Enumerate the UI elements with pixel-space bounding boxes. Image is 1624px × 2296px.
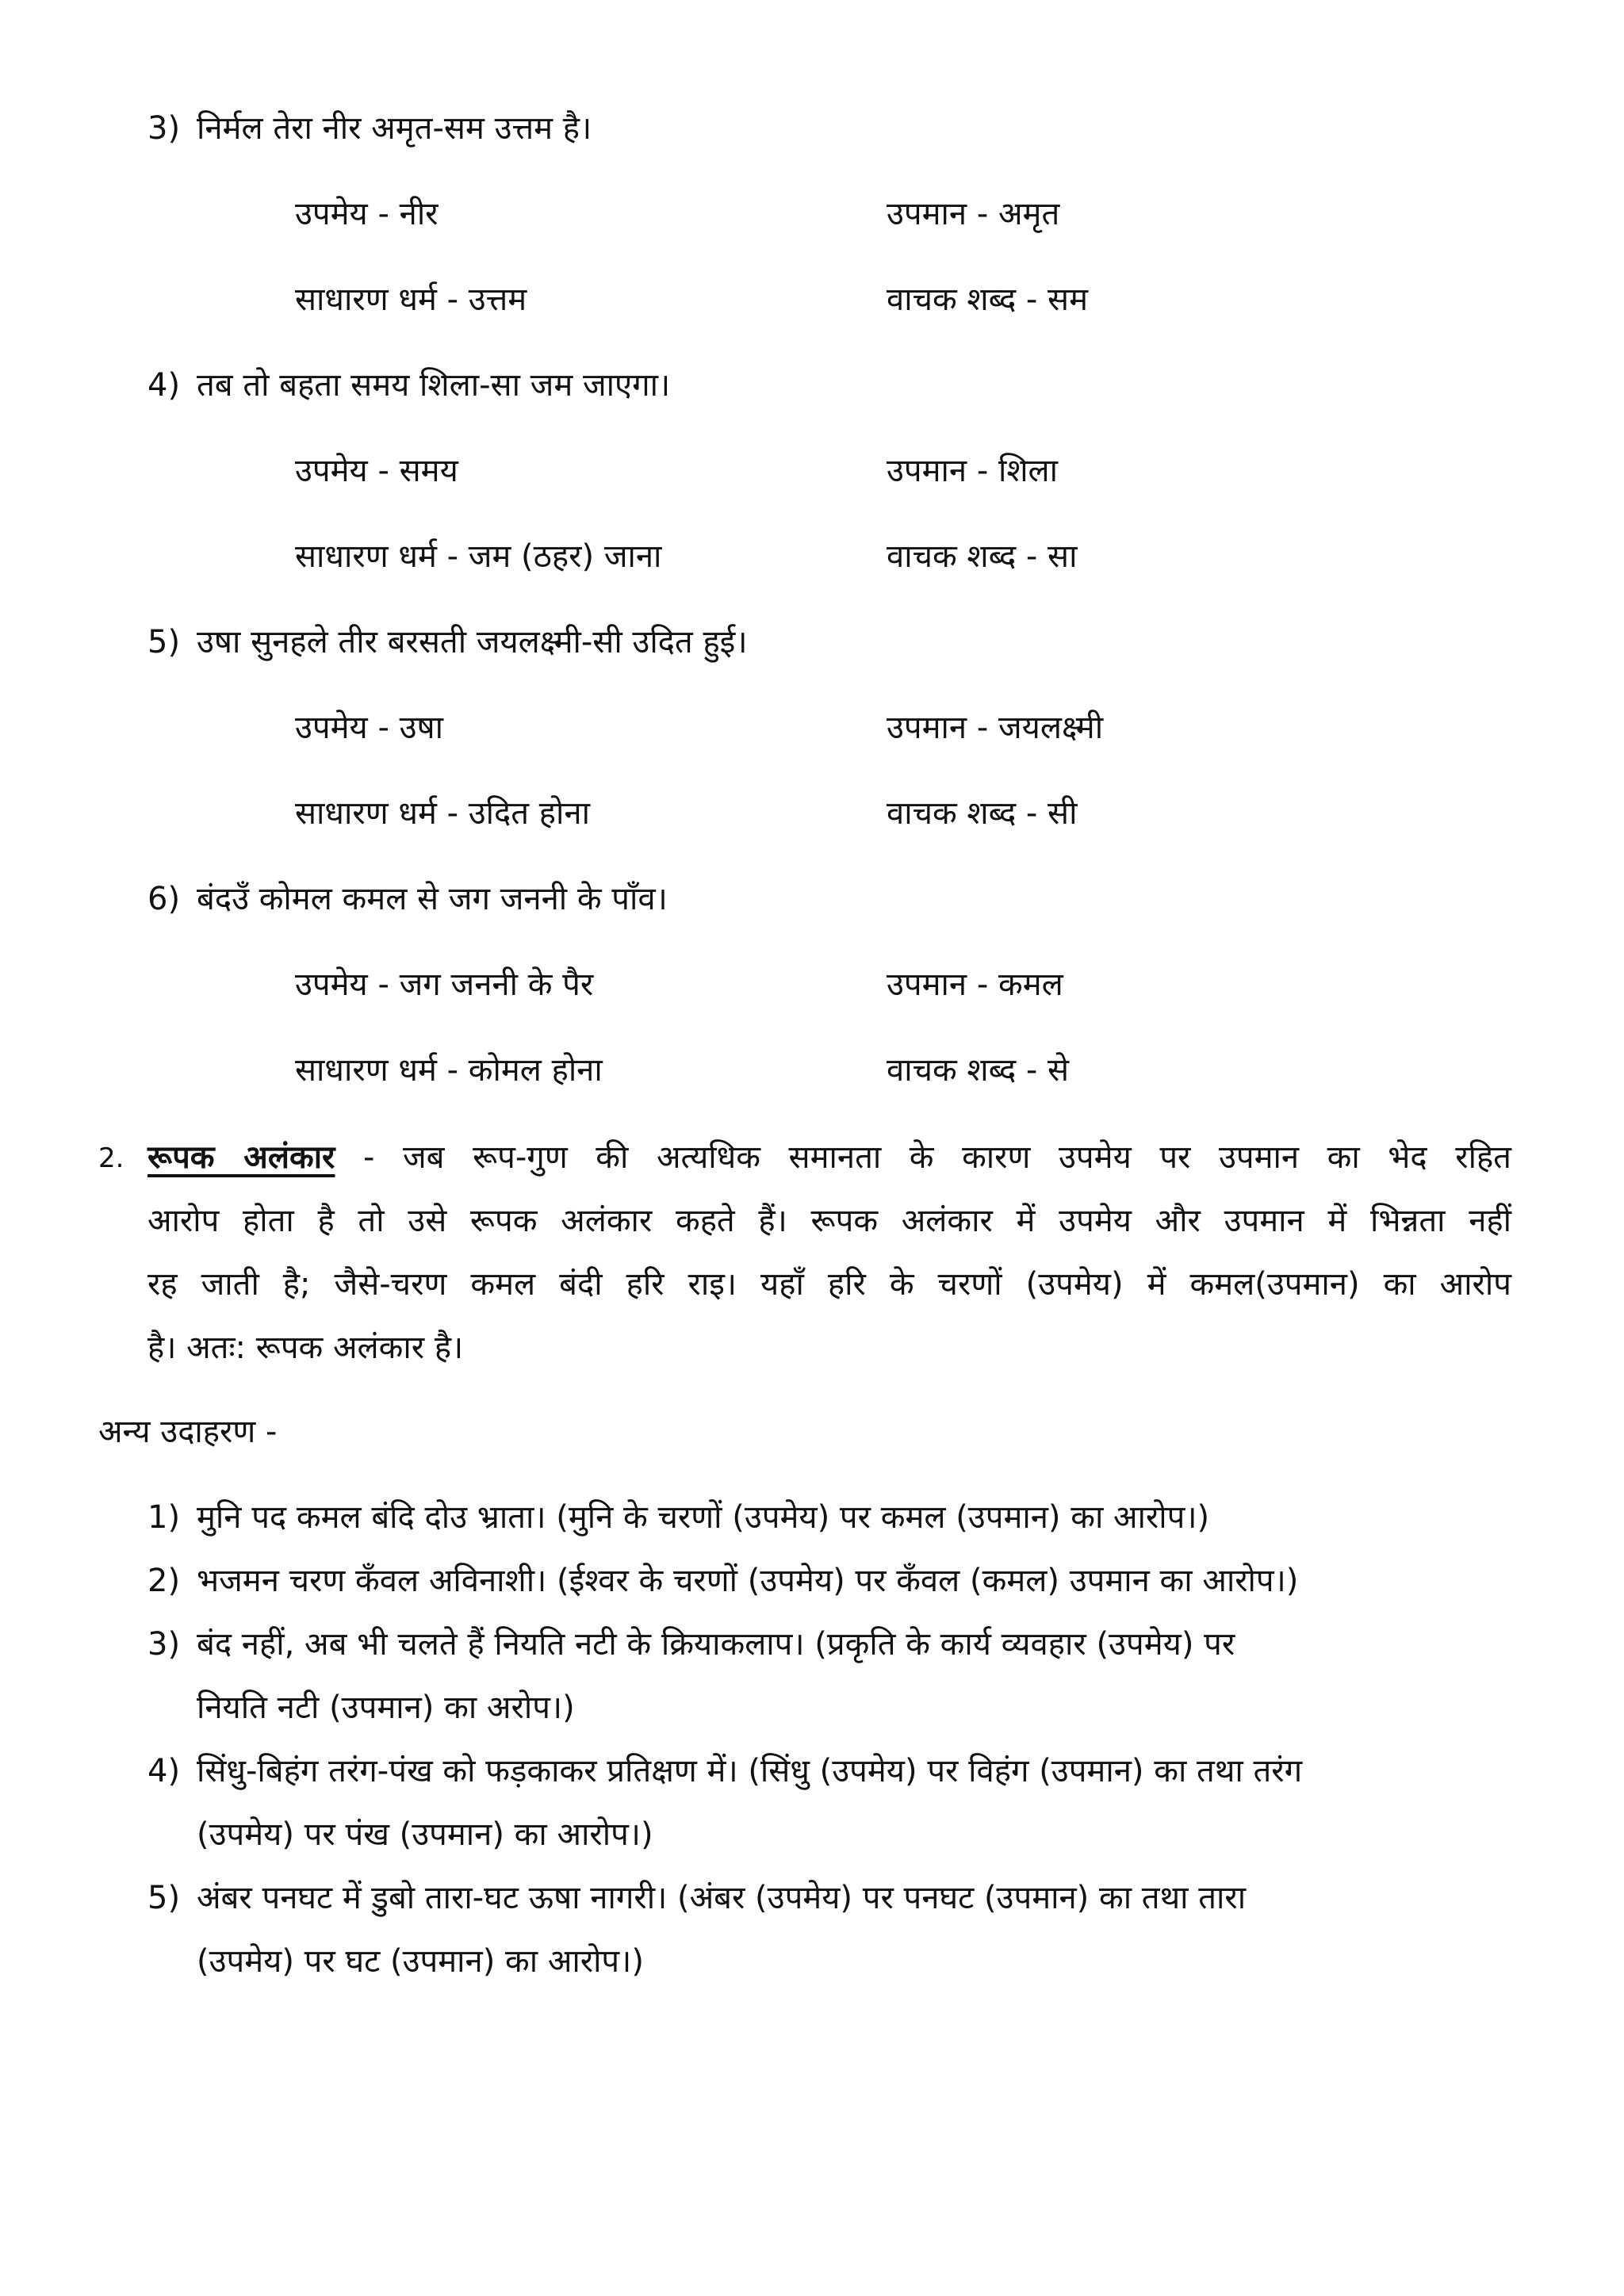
other-examples-heading: अन्य उदाहरण -	[98, 1414, 278, 1450]
example-text: तब तो बहता समय शिला-सा जम जाएगा।	[197, 367, 671, 404]
upamaan-label: उपमान - कमल	[887, 966, 1063, 1003]
section-definition-text: - जब रूप-गुण की अत्यधिक समानता के कारण उपमेय पर उपमान का भेद रहित	[335, 1139, 1511, 1176]
list-item-number: 2)	[147, 1563, 181, 1599]
list-item-text: अंबर पनघट में डुबो तारा-घट ऊषा नागरी। (अंबर (उपमेय) पर पनघट (उपमान) का तथा तारा	[197, 1880, 1247, 1916]
example-sentence	[147, 883, 668, 915]
list-item	[147, 1626, 1235, 1663]
vachak-shabd-label: वाचक शब्द - सम	[887, 281, 1089, 318]
example-text: बंदउँ कोमल कमल से जग जननी के पाँव।	[197, 881, 668, 917]
list-item-continuation: (उपमेय) पर पंख (उपमान) का आरोप।)	[197, 1816, 653, 1853]
upamaan-label: उपमान - शिला	[887, 453, 1059, 489]
sadharan-dharma-label: साधारण धर्म - उत्तम	[295, 281, 527, 318]
example-sentence	[147, 367, 671, 404]
list-item-number: 3)	[147, 1626, 181, 1663]
example-text: उषा सुनहले तीर बरसती जयलक्ष्मी-सी उदित हुई।	[197, 624, 748, 660]
upameya-label: उपमेय - जग जननी के पैर	[295, 966, 594, 1003]
vachak-shabd-label: वाचक शब्द - से	[887, 1052, 1070, 1089]
list-item	[147, 1755, 1302, 1787]
upamaan-label: उपमान - जयलक्ष्मी	[887, 710, 1104, 746]
list-item-number: 5)	[147, 1880, 181, 1916]
example-number: 4)	[147, 367, 181, 404]
section-paragraph-line: है। अतः: रूपक अलंकार है।	[147, 1330, 464, 1366]
section-number: 2.	[98, 1142, 124, 1174]
upamaan-label: उपमान - अमृत	[887, 196, 1060, 232]
list-item	[147, 1882, 1246, 1914]
upameya-label: उपमेय - उषा	[295, 710, 444, 746]
example-sentence	[147, 110, 592, 147]
example-sentence	[147, 626, 747, 658]
list-item-continuation: (उपमेय) पर घट (उपमान) का आरोप।)	[197, 1943, 644, 1980]
list-item-number: 4)	[147, 1753, 181, 1789]
example-number: 3)	[147, 110, 181, 147]
example-text: निर्मल तेरा नीर अमृत-सम उत्तम है।	[197, 110, 592, 147]
list-item	[147, 1499, 1210, 1536]
vachak-shabd-label: वाचक शब्द - सा	[887, 538, 1078, 575]
vachak-shabd-label: वाचक शब्द - सी	[887, 795, 1078, 832]
upameya-label: उपमेय - नीर	[295, 196, 439, 232]
list-item-text: सिंधु-बिहंग तरंग-पंख को फड़काकर प्रतिक्षण में। (सिंधु (उपमेय) पर विहंग (उपमान) का तथा तरंग	[197, 1753, 1303, 1789]
list-item	[147, 1565, 1298, 1597]
sadharan-dharma-label: साधारण धर्म - कोमल होना	[295, 1052, 603, 1089]
example-number: 5)	[147, 624, 181, 660]
upameya-label: उपमेय - समय	[295, 453, 458, 489]
section-paragraph-line: रह जाती है; जैसे-चरण कमल बंदी हरि राइ। यहाँ हरि के चरणों (उपमेय) में कमल(उपमान) का आरोप	[147, 1266, 1511, 1303]
list-item-text: बंद नहीं, अब भी चलते हैं नियति नटी के क्रियाकलाप। (प्रकृति के कार्य व्यवहार (उपमेय) पर	[197, 1626, 1235, 1663]
list-item-continuation: नियति नटी (उपमान) का अरोप।)	[197, 1689, 575, 1726]
list-item-number: 1)	[147, 1499, 181, 1536]
section-paragraph-line: आरोप होता है तो उसे रूपक अलंकार कहते हैं। रूपक अलंकार में उपमेय और उपमान में भिन्नता नहीं	[147, 1203, 1511, 1239]
list-item-text: मुनि पद कमल बंदि दोउ भ्राता। (मुनि के चरणों (उपमेय) पर कमल (उपमान) का आरोप।)	[197, 1499, 1210, 1536]
list-item-text: भजमन चरण कँवल अविनाशी। (ईश्वर के चरणों (उपमेय) पर कँवल (कमल) उपमान का आरोप।)	[197, 1563, 1299, 1599]
example-number: 6)	[147, 881, 181, 917]
sadharan-dharma-label: साधारण धर्म - जम (ठहर) जाना	[295, 538, 662, 575]
section-title: रूपक अलंकार	[147, 1139, 335, 1176]
sadharan-dharma-label: साधारण धर्म - उदित होना	[295, 795, 590, 832]
section-paragraph-line	[147, 1139, 1511, 1176]
